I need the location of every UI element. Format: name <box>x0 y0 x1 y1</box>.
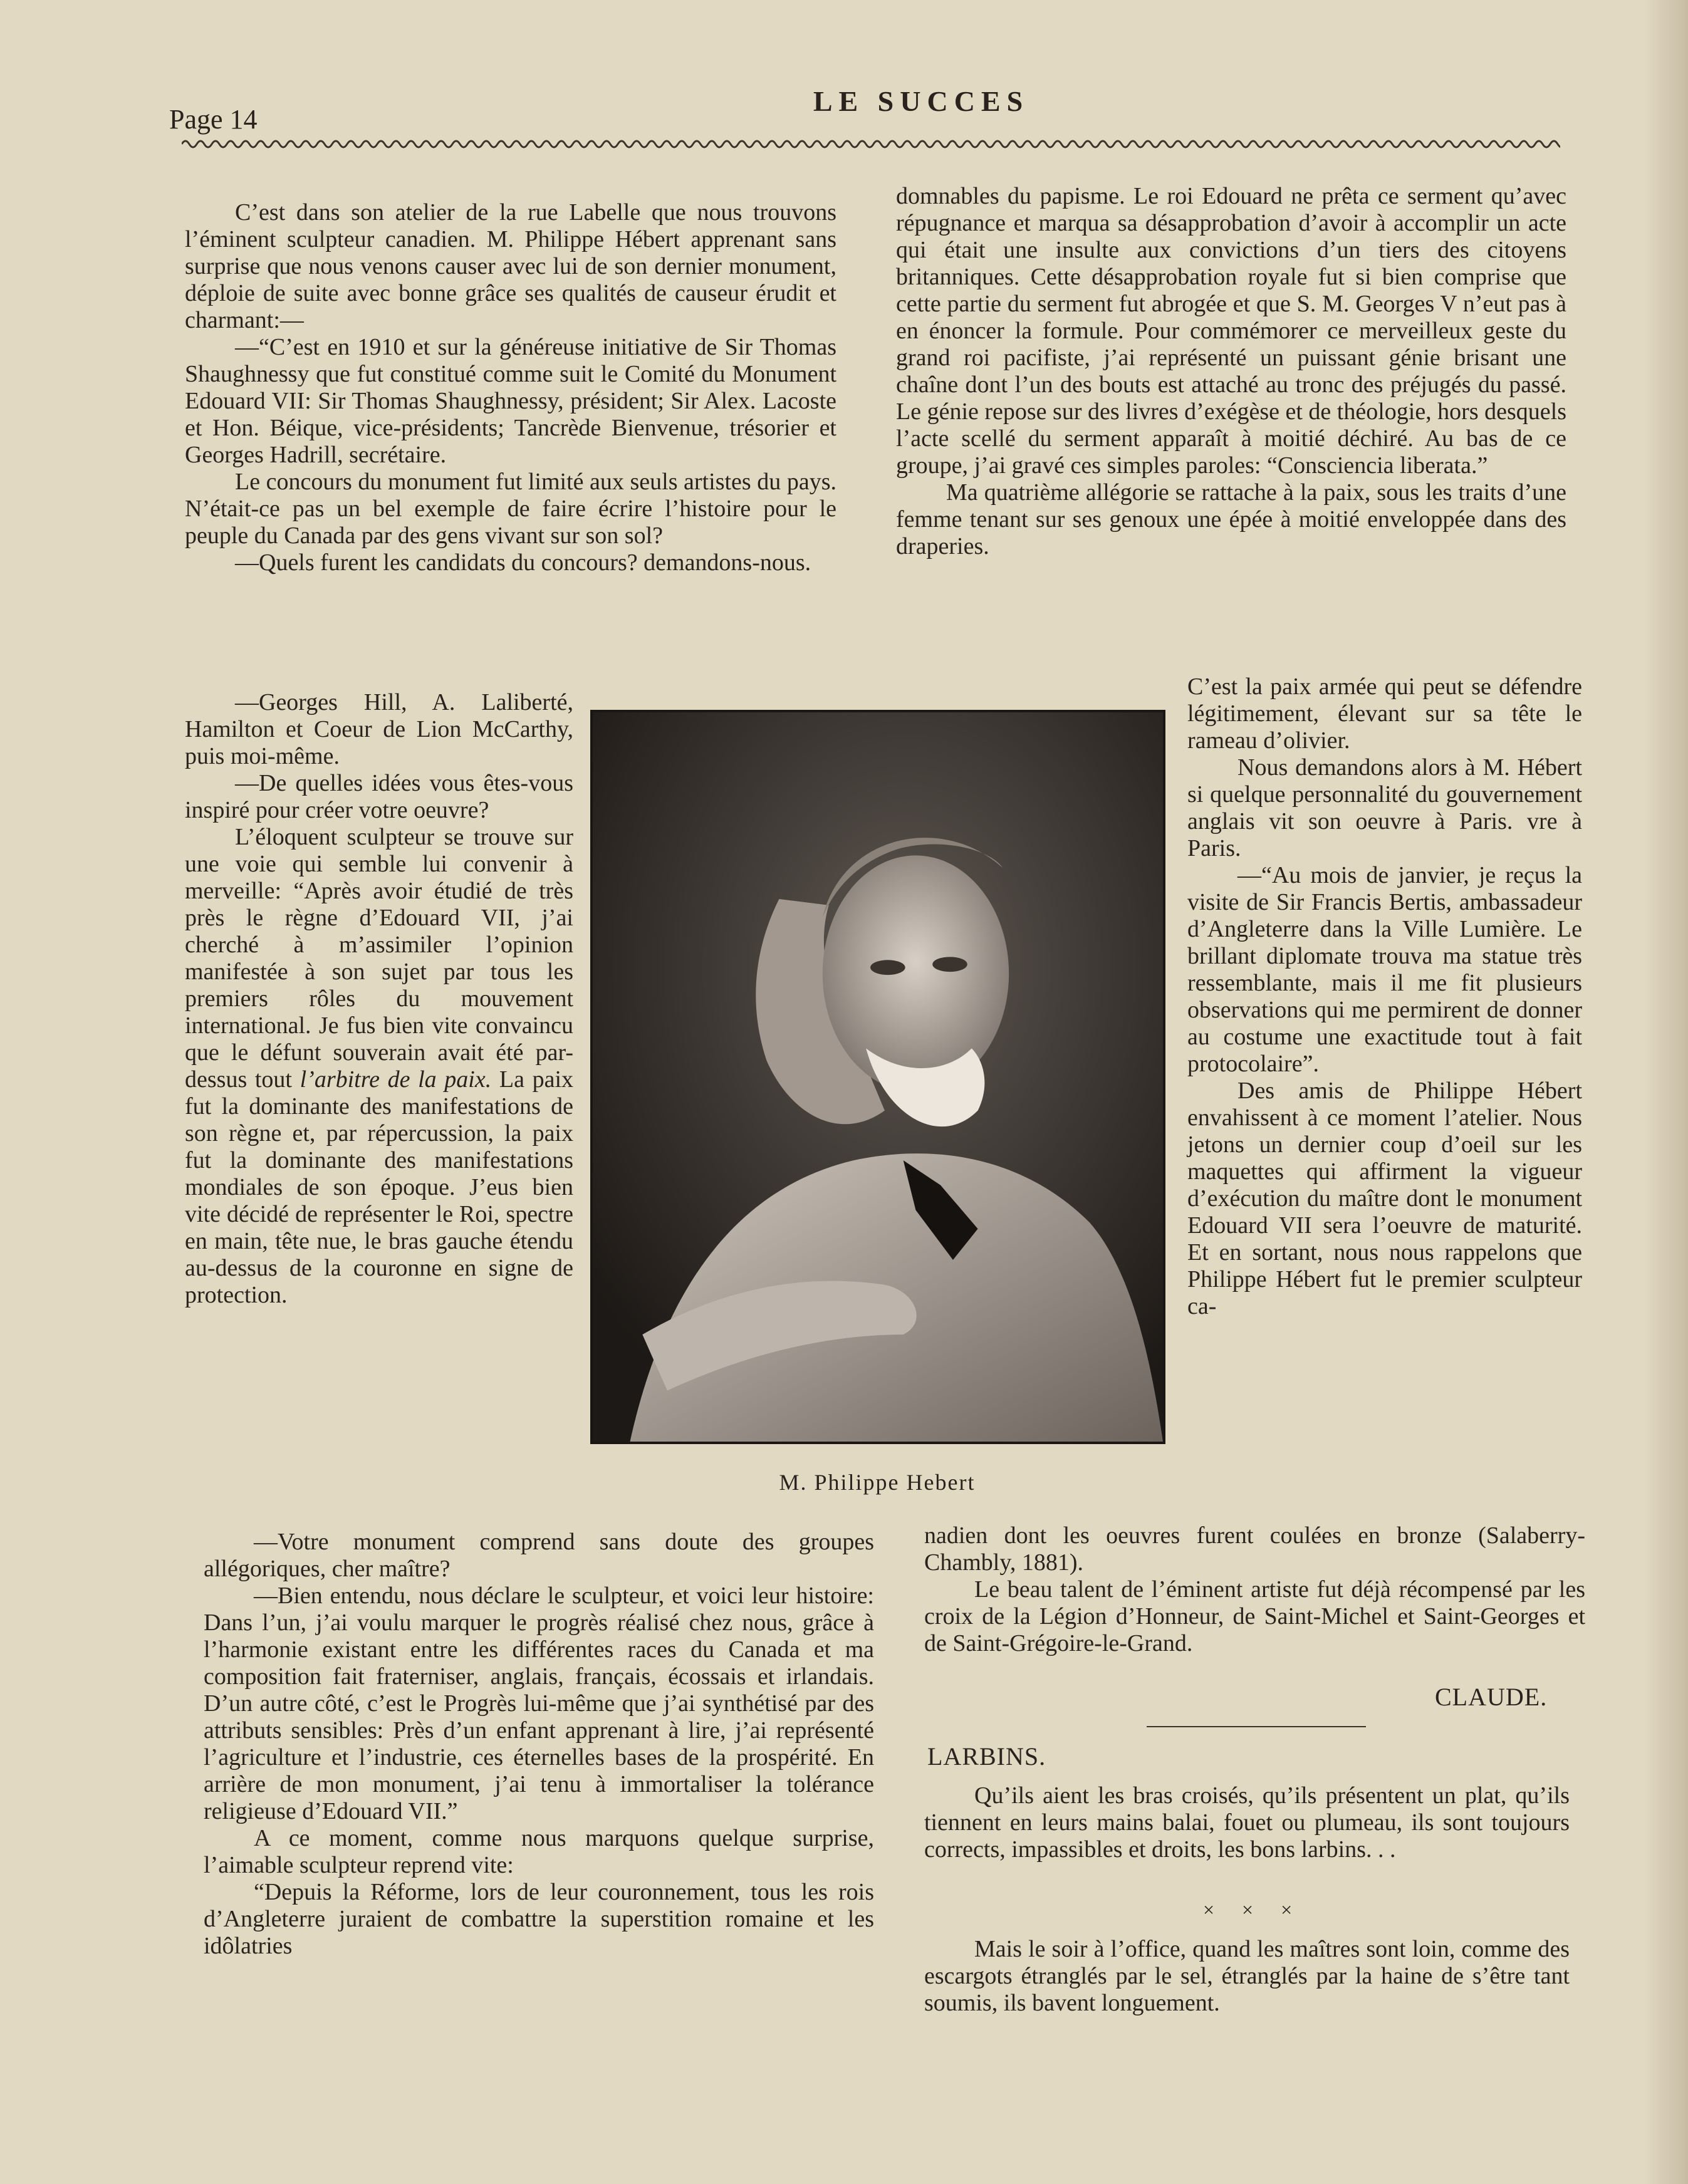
paragraph-text: La paix fut la dominante des manifestations de son règne et, par répercussion, la paix fut la dominante des manifestations mondiales de son époque. J’eus bien vite décidé de représenter le Roi, spectre en main, tête nue, le bras gauche étendu au-dessus de la couronne en signe de protection. <box>185 1066 573 1308</box>
paragraph: C’est dans son atelier de la rue Labelle que nous trouvons l’éminent sculpteur canadien. M. Philippe Hébert apprenant sans surprise que nous venons causer avec lui de son dernier monument, déploie de suite avec bonne grâce ses qualités de causeur érudit et charmant:— <box>185 199 836 333</box>
section-title: LARBINS. <box>927 1742 1046 1771</box>
paragraph: Le concours du monument fut limité aux seuls artistes du pays. N’était-ce pas un bel exemple de faire écrire l’histoire pour le peuple du Canada par des gens vivant sur son sol? <box>185 469 836 549</box>
decorative-wave-rule <box>182 135 1560 153</box>
paragraph: C’est la paix armée qui peut se défendre légitimement, élevant sur sa tête le rameau d’olivier. <box>1187 673 1582 754</box>
paragraph: Mais le soir à l’office, quand les maîtres sont loin, comme des escargots étranglés par le sel, étranglés par la haine de s’être tant soumis, ils bavent longuement. <box>924 1936 1570 2016</box>
article-column-left-bottom <box>204 1529 874 1960</box>
portrait-image <box>593 712 1163 1442</box>
larbins-ending <box>924 1936 1570 2017</box>
paragraph: domnables du papisme. Le roi Edouard ne prêta ce serment qu’avec répugnance et marqua sa désapprobation d’avoir à accomplir un acte qui était une insulte aux convictions d’un tiers des citoyens britanniques. Cette désapprobation royale fut si bien comprise que cette partie du serment fut abrogée et que S. M. Georges V n’eut pas à en énoncer la formule. Pour commémorer ce merveilleux geste du grand roi pacifiste, j’ai représenté un puissant génie brisant une chaîne dont l’un des bouts est attaché au tronc des préjugés du passé. Le génie repose sur des livres d’exégèse et de théologie, hors desquels l’acte scellé du serment apparaît à moitié déchiré. Au bas de ce groupe, j’ai gravé ces simples paroles: “Consciencia liberata.” <box>896 183 1566 479</box>
emphasis-text: l’arbitre de la paix. <box>300 1066 492 1093</box>
paragraph: —Quels furent les candidats du concours? demandons-nous. <box>235 549 811 576</box>
paragraph: —Votre monument comprend sans doute des groupes allégoriques, cher maître? <box>204 1529 874 1582</box>
article-column-right-narrow <box>1187 673 1582 1320</box>
article-column-left-top <box>185 199 836 576</box>
paragraph: —Bien entendu, nous déclare le sculpteur, et voici leur histoire: Dans l’un, j’ai voulu marquer le progrès réalisé chez nous, grâce à l’harmonie existant entre les différentes races du Canada et ma composition fait fraterniser, anglais, français, écossais et irlandais. D’un autre côté, c’est le Progrès lui-même que j’ai synthétisé par des attributs sensibles: Près d’un enfant apprenant à lire, j’ai représenté l’agriculture et l’industrie, ces éternelles bases de la prospérité. En arrière de mon monument, j’ai tenu à immortaliser la tolérance religieuse d’Edouard VII.” <box>204 1583 874 1824</box>
section-divider <box>1147 1726 1366 1727</box>
paragraph: Le beau talent de l’éminent artiste fut déjà récompensé par les croix de la Légion d’Honneur, de Saint-Michel et Saint-Georges et de Saint-Grégoire-le-Grand. <box>924 1576 1585 1656</box>
paragraph: Des amis de Philippe Hébert envahissent à ce moment l’atelier. Nous jetons un dernier coup d’oeil sur les maquettes qui affirment la vigueur d’exécution du maître dont le monument Edouard VII sera l’oeuvre de maturité. Et en sortant, nous nous rappelons que Philippe Hébert fut le premier sculpteur ca- <box>1187 1078 1582 1319</box>
article-column-right-bottom <box>924 1522 1585 1657</box>
paragraph: —“C’est en 1910 et sur la généreuse initiative de Sir Thomas Shaughnessy que fut constitué comme suit le Comité du Monument Edouard VII: Sir Thomas Shaughnessy, président; Sir Alex. Lacoste et Hon. Béique, vice-présidents; Tancrède Bienvenue, trésorier et Georges Hadrill, secrétaire. <box>185 334 836 468</box>
paragraph <box>185 824 573 1309</box>
page-header <box>169 85 1560 141</box>
paragraph: —“Au mois de janvier, je reçus la visite de Sir Francis Bertis, ambassadeur d’Angleterre dans la Ville Lumière. Le brillant diplomate trouva ma statue très ressemblante, mais il me fit plusieurs observations qui me permirent de donner au costume une exactitude tout à fait protocolaire”. <box>1187 862 1582 1077</box>
paragraph: Nous demandons alors à M. Hébert si quelque personnalité du gouvernement anglais vit son oeuvre à Paris. vre à Paris. <box>1187 754 1582 861</box>
running-title: LE SUCCES <box>813 85 1029 117</box>
page-edge-shadow <box>1644 0 1688 2184</box>
paragraph: “Depuis la Réforme, lors de leur couronnement, tous les rois d’Angleterre juraient de combattre la superstition romaine et les idôlatries <box>204 1879 874 1959</box>
paragraph: nadien dont les oeuvres furent coulées en bronze (Salaberry-Chambly, 1881). <box>924 1522 1585 1576</box>
separator-marks: × × × <box>1203 1898 1304 1921</box>
paragraph: Ma quatrième allégorie se rattache à la paix, sous les traits d’une femme tenant sur ses genoux une épée à moitié enveloppée dans des draperies. <box>896 479 1566 559</box>
portrait-photo <box>590 710 1165 1444</box>
article-column-right-top <box>896 183 1566 560</box>
author-signature: CLAUDE. <box>1435 1683 1548 1711</box>
paragraph-text: L’éloquent sculpteur se trouve sur une voie qui semble lui convenir à merveille: “Après avoir étudié de très près le règne d’Edouard VII, j’ai cherché à m’assimiler l’opinion manifestée à son sujet par tous les premiers rôles du mouvement international. Je fus bien vite convaincu que le défunt souverain avait été par-dessus tout <box>185 824 573 1093</box>
photo-caption: M. Philippe Hebert <box>779 1470 976 1495</box>
article-column-left-narrow <box>185 689 573 1309</box>
page-number: Page 14 <box>169 104 258 135</box>
paragraph: Qu’ils aient les bras croisés, qu’ils présentent un plat, qu’ils tiennent en leurs mains balai, fouet ou plumeau, ils sont toujours corrects, impassibles et droits, les bons larbins. . . <box>924 1782 1570 1863</box>
larbins-body <box>924 1782 1570 1863</box>
paragraph: —Georges Hill, A. Laliberté, Hamilton et Coeur de Lion McCarthy, puis moi-même. <box>185 689 573 769</box>
paragraph: —De quelles idées vous êtes-vous inspiré pour créer votre oeuvre? <box>185 770 573 823</box>
paragraph: A ce moment, comme nous marquons quelque surprise, l’aimable sculpteur reprend vite: <box>204 1825 874 1878</box>
